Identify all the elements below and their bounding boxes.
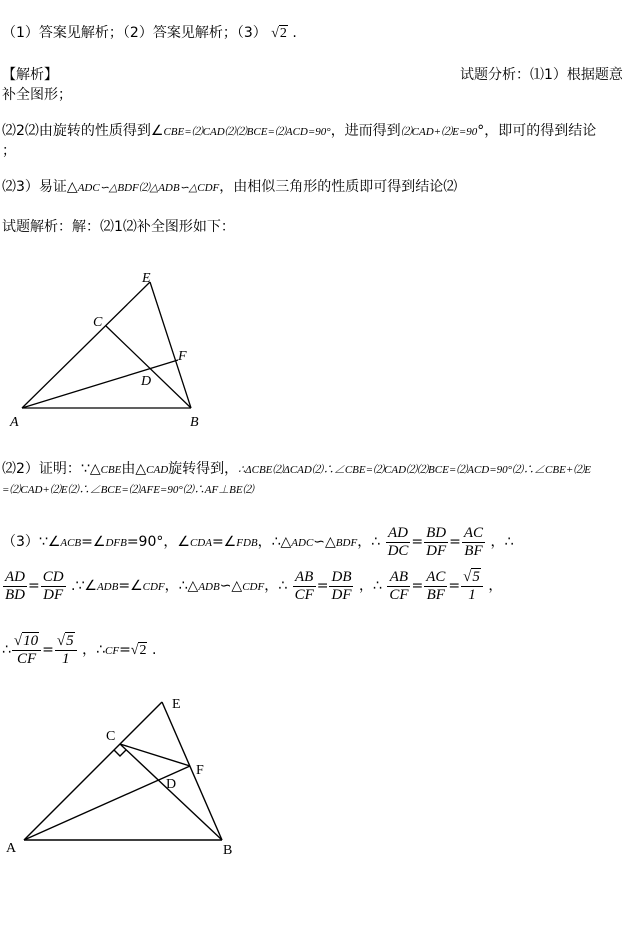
proof2-g: =⑵CAD+⑵E⑵∴∠BCE=⑵AFE=90°⑵∴AF⊥BE⑵ (2, 484, 254, 496)
frac-num: AB (293, 569, 316, 587)
fig1-segment-AE (22, 282, 150, 408)
fig1-label-A: A (10, 415, 19, 430)
p3l1-e: =90°，∠ (126, 534, 190, 550)
analysis-part2-end: ； (2, 143, 16, 159)
fraction-AB-CF (293, 569, 316, 604)
p3l1-i: ，∴△ (257, 534, 292, 550)
fig2-label-E: E (172, 697, 181, 712)
p3l1-f: CDA (189, 537, 212, 549)
analysis-label: 试题分析：⑴1）根据题意 (460, 67, 623, 83)
p3l2-d: CDF (142, 581, 165, 593)
frac-num: BD (426, 524, 447, 541)
fraction-sqrt10-CF (12, 633, 41, 668)
fig2-right-angle-mark (114, 750, 126, 756)
p3l2-h: CDF (242, 581, 265, 593)
fraction-AC-BF-2 (424, 569, 447, 604)
p3l1-end: ，∴ (490, 534, 514, 550)
frac-num (55, 633, 77, 651)
fig2-label-C: C (106, 729, 116, 744)
frac-den: CF (16, 650, 37, 667)
frac-num: AC (463, 524, 484, 541)
proof2-a: ⑵2）证明：∵△ (2, 461, 101, 477)
fraction-DB-DF (329, 569, 353, 604)
p3l1-l: BDF (335, 537, 358, 549)
answer-line (2, 24, 297, 43)
fig1-label-D: D (141, 374, 152, 389)
analysis-title: 【解析】 (2, 67, 58, 83)
fig2-label-A: A (6, 841, 17, 856)
frac-den: CF (294, 586, 314, 603)
fraction-CD-DF (41, 569, 66, 604)
p3l1-h: FDB (236, 537, 258, 549)
proof2-c: 由△ (121, 461, 147, 477)
p3l2-e: ，∴△ (164, 578, 199, 594)
answer-end: . (292, 25, 297, 41)
proof2-line2 (2, 480, 254, 499)
fraction-AD-BD (3, 569, 27, 604)
p3l3-d: = (119, 642, 131, 658)
p3l2-a: .∵∠ (71, 578, 97, 594)
p3l2-f: ADB (198, 581, 220, 593)
p3-a: ⑵3）易证△ (2, 179, 78, 195)
equals: = (448, 578, 461, 594)
answer-sqrt2: √2 (130, 643, 147, 658)
sqrt-symbol: √5 (463, 568, 480, 585)
analysis-part2 (2, 122, 596, 141)
p3l2-c: =∠ (118, 578, 143, 594)
p3l1-d: DFB (105, 537, 127, 549)
frac-num (461, 569, 483, 587)
p2-a: ⑵2⑵由旋转的性质得到∠ (2, 123, 164, 139)
radicand: 2 (139, 643, 147, 658)
radicand: 5 (66, 632, 74, 649)
analysis-part3 (2, 178, 457, 197)
proof3-line1 (2, 522, 513, 563)
fig1-label-F: F (178, 349, 187, 364)
frac-den: 1 (62, 650, 70, 667)
fraction-AB-CF-2 (387, 569, 410, 604)
fig1-label-C: C (93, 315, 103, 330)
figure-1 (0, 260, 240, 440)
equals: = (449, 534, 461, 550)
proof2-line1 (2, 460, 591, 479)
fraction-BD-DF (424, 525, 448, 560)
proof3-line2 (2, 566, 502, 607)
proof2-d: CAD (146, 464, 169, 476)
equals: = (42, 642, 54, 658)
frac-num: AB (387, 569, 410, 587)
p2-b: CBE=⑵CAD⑵⑵BCE=⑵ACD=90° (163, 126, 331, 138)
equals: = (316, 578, 329, 594)
fig2-label-D: D (166, 777, 177, 792)
p3l2-g: ∽△ (219, 578, 243, 594)
sqrt-symbol: √5 (56, 632, 74, 649)
frac-den: DC (387, 542, 409, 559)
fraction-AC-BF (462, 525, 485, 560)
p3-c: ，由相似三角形的性质即可得到结论⑵ (219, 179, 458, 195)
p3l1-g: =∠ (211, 534, 237, 550)
frac-num: AD (5, 568, 25, 585)
frac-den: 1 (468, 586, 476, 603)
figure-2 (0, 690, 260, 865)
radicand: 10 (23, 632, 39, 649)
fig1-segment-AF (22, 360, 178, 408)
frac-num (12, 633, 41, 651)
radicand: 5 (472, 568, 480, 585)
p3l3-b: ，∴ (82, 642, 105, 658)
frac-den: BD (5, 586, 25, 603)
frac-den: DF (426, 542, 447, 559)
fig2-label-B: B (223, 843, 233, 858)
frac-num: AD (386, 525, 411, 543)
frac-den: CF (389, 586, 409, 603)
equals: = (411, 534, 424, 550)
p3l1-k: ∽△ (313, 534, 336, 550)
fraction-AD-DC (386, 525, 411, 560)
fraction-sqrt5-1-b (55, 633, 77, 668)
analysis-line1: 补全图形； (2, 87, 72, 103)
fig2-label-F: F (196, 763, 204, 778)
fig2-segment-AE (24, 702, 162, 840)
fig1-label-E: E (142, 271, 151, 286)
p3l2-b: ADB (96, 581, 119, 593)
proof2-e: 旋转得到， (168, 461, 239, 477)
p3l2-i: ，∴ (264, 578, 288, 594)
frac-num: CD (42, 568, 64, 585)
answer-sqrt: √2 (271, 26, 287, 41)
proof2-b: CBE (100, 464, 122, 476)
p3l1-b: ACB (60, 537, 82, 549)
fig2-segment-CB (120, 744, 222, 840)
equals: = (411, 578, 424, 594)
p2-d: ⑵CAD+⑵E=90 (400, 126, 478, 138)
frac-den: DF (43, 586, 64, 603)
fig1-label-B: B (190, 415, 199, 430)
fig2-segment-CF (120, 744, 190, 766)
p3-b: ADC∽△BDF⑵△ADB∽△CDF (77, 182, 220, 194)
p3l2-end: ， (488, 578, 503, 594)
frac-num: DB (331, 568, 352, 585)
p3l1-m: ，∴ (357, 534, 381, 550)
frac-num: AC (426, 568, 446, 585)
proof2-f: ∴ΔCBE⑵ΔCAD⑵∴∠CBE=⑵CAD⑵⑵BCE=⑵ACD=90°⑵∴∠CBE+⑵E (238, 464, 591, 476)
proof3-line3 (2, 630, 156, 671)
sqrt-symbol: √10 (13, 632, 39, 649)
fig2-segment-EB (162, 702, 222, 840)
p3l2-j: ，∴ (358, 578, 382, 594)
p3l3-a: ∴ (2, 642, 11, 658)
p3l1-c: =∠ (81, 534, 106, 550)
answer-text: （1）答案见解析；（2）答案见解析；（3） (2, 25, 267, 41)
p3l1-a: （3）∵∠ (2, 534, 61, 550)
frac-den: BF (464, 542, 483, 559)
frac-den: BF (426, 586, 445, 603)
solution-intro: 试题解析：解：⑵1⑵补全图形如下： (2, 219, 235, 235)
frac-den: DF (331, 586, 352, 603)
p2-e: °，即可的得到结论 (477, 123, 597, 139)
p3l1-j: ADC (291, 537, 314, 549)
p3l3-e: . (151, 642, 157, 658)
equals: = (28, 578, 40, 594)
fraction-sqrt5-1 (461, 569, 483, 604)
p2-c: ，进而得到 (330, 123, 401, 139)
p3l3-c: CF (105, 645, 120, 657)
